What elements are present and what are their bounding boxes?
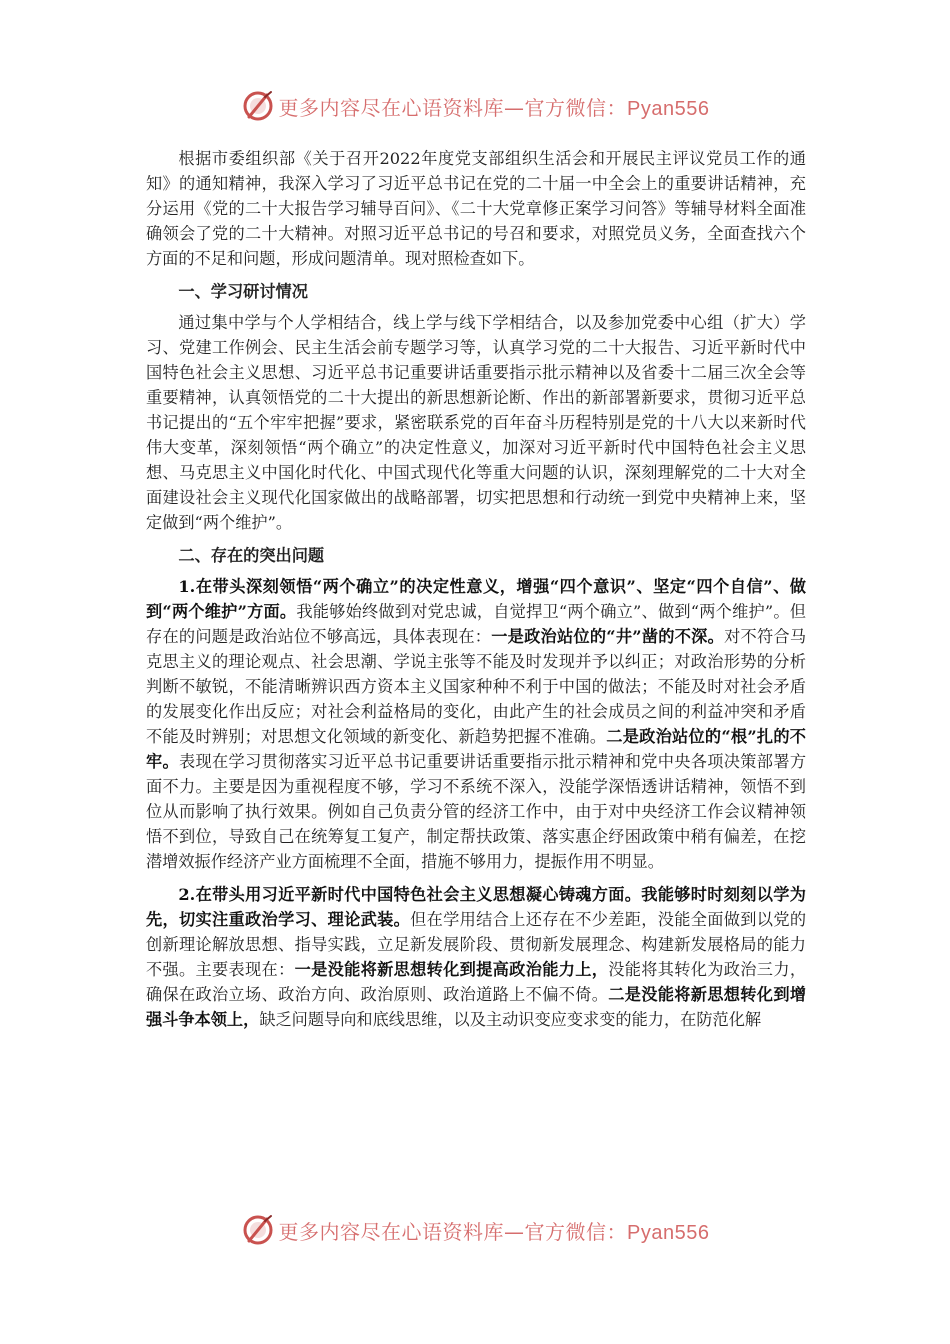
section1-heading: 一、学习研讨情况 — [178, 282, 308, 301]
brush-logo-icon — [241, 89, 275, 123]
intro-paragraph: 根据市委组织部《关于召开2022年度党支部组织生活会和开展民主评议党员工作的通知》的通知精神，我深入学习了习近平总书记在党的二十届一中全会上的重要讲话精神，充分运用《党的二十大报告学习辅导百问》、《二十大党章修正案学习问答》等辅导材料全面准确领会了党的二十大精神。对照习近平总书记的号召和要求，对照党员义务，全面查找六个方面的不足和问题，形成问题清单。现对照检查如下。 — [146, 149, 806, 268]
banner-text: 更多内容尽在心语资料库—官方微信：Pyan556 — [278, 1219, 710, 1244]
footer-watermark-banner — [0, 1208, 950, 1252]
section2-item2-paragraph: 2.在带头用习近平新时代中国特色社会主义思想凝心铸魂方面。我能够时时刻刻以学为先，切实注重政治学习、理论武装。但在学用结合上还存在不少差距，没能全面做到以党的创新理论解放思想、指导实践，立足新发展阶段、贯彻新发展理念、构建新发展格局的能力不强。主要表现在：一是没能将新思想转化到提高政治能力上，没能将其转化为政治三力，确保在政治立场、政治方向、政治原则、政治道路上不偏不倚。二是没能将新思想转化到增强斗争本领上，缺乏问题导向和底线思维，以及主动识变应变求变的能力，在防范化解 — [146, 885, 807, 1029]
header-watermark-banner — [0, 84, 950, 128]
document-body — [146, 146, 806, 1032]
section2-item1-paragraph: 1.在带头深刻领悟“两个确立”的决定性意义，增强“四个意识”、坚定“四个自信”、做到“两个维护”方面。我能够始终做到对党忠诚，自觉捍卫“两个确立”、做到“两个维护”。但存在的问题是政治站位不够高远，具体表现在：一是政治站位的“井”凿的不深。对不符合马克思主义的理论观点、社会思潮、学说主张等不能及时发现并予以纠正；对政治形势的分析判断不敏锐，不能清晰辨识西方资本主义国家种种不利于中国的做法；不能及时对社会矛盾的发展变化作出反应；对社会利益格局的变化，由此产生的社会成员之间的利益冲突和矛盾不能及时辨别；对思想文化领域的新变化、新趋势把握不准确。二是政治站位的“根”扎的不牢。表现在学习贯彻落实习近平总书记重要讲话重要指示批示精神和党中央各项决策部署方面不力。主要是因为重视程度不够，学习不系统不深入，没能学深悟透讲话精神，领悟不到位从而影响了执行效果。例如自己负责分管的经济工作中，由于对中央经济工作会议精神领悟不到位，导致自己在统筹复工复产，制定帮扶政策、落实惠企纾困政策中稍有偏差，在挖潜增效振作经济产业方面梳理不全面，措施不够用力，提振作用不明显。 — [146, 577, 807, 871]
item2-title: 2.在带头用习近平新时代中国特色社会主义思想凝心铸魂方面。我能够时时刻刻以学为先，切实注重政治学习、理论武装。 — [146, 885, 806, 929]
wechat-id: Pyan556 — [627, 97, 710, 120]
brush-logo-icon — [241, 1213, 275, 1247]
section1-paragraph: 通过集中学与个人学相结合，线上学与线下学相结合，以及参加党委中心组（扩大）学习、党建工作例会、民主生活会前专题学习等，认真学习党的二十大报告、习近平新时代中国特色社会主义思想、习近平总书记重要讲话重要指示批示精神以及省委十二届三次全会等重要精神，认真领悟党的二十大提出的新思想新论断、作出的新部署新要求，贯彻习近平总书记提出的“五个牢牢把握”要求，紧密联系党的百年奋斗历程特别是党的十八大以来新时代伟大变革，深刻领悟“两个确立”的决定性意义，加深对习近平新时代中国特色社会主义思想、马克思主义中国化时代化、中国式现代化等重大问题的认识，深刻理解党的二十大对全面建设社会主义现代化国家做出的战略部署，切实把思想和行动统一到党中央精神上来，坚定做到“两个维护”。 — [146, 313, 806, 532]
banner-text: 更多内容尽在心语资料库—官方微信：Pyan556 — [278, 95, 710, 120]
wechat-id: Pyan556 — [627, 1221, 710, 1244]
item1-title: 1.在带头深刻领悟“两个确立”的决定性意义，增强“四个意识”、坚定“四个自信”、做到“两个维护”方面。 — [146, 577, 806, 621]
section2-heading: 二、存在的突出问题 — [178, 546, 325, 565]
